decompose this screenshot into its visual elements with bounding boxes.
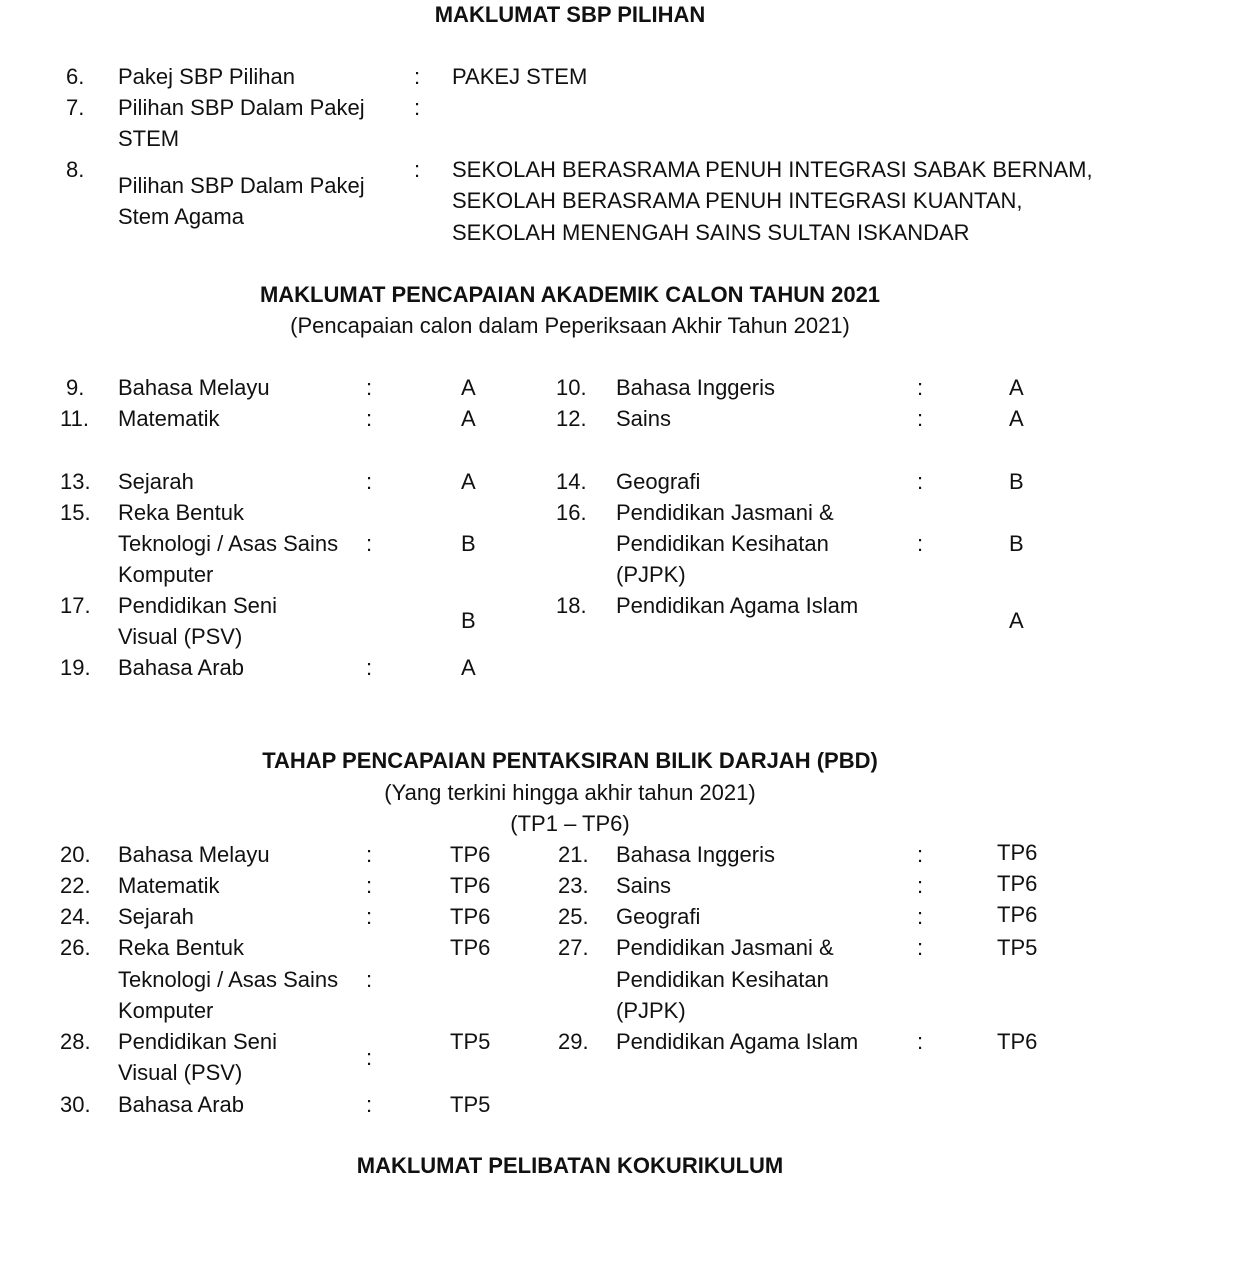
item-number: 8. [66, 157, 85, 182]
subject-label: (PJPK) [616, 998, 686, 1023]
subject-label: Sejarah [118, 469, 194, 494]
item-number: 11. [60, 406, 89, 431]
subject-grade: A [1009, 375, 1024, 400]
subject-label: Teknologi / Asas Sains [118, 967, 339, 992]
subject-label: Matematik [118, 406, 220, 431]
item-colon: : [366, 904, 373, 929]
item-number: 12. [556, 406, 587, 431]
item-number: 6. [66, 64, 85, 89]
subject-label: Pendidikan Jasmani & [616, 500, 834, 525]
subject-grade: A [1009, 406, 1024, 431]
item-colon: : [917, 531, 924, 556]
subject-label: Bahasa Arab [118, 1092, 244, 1117]
item-number: 14. [556, 469, 587, 494]
subject-grade: A [461, 655, 476, 680]
item-number: 27. [558, 935, 589, 960]
subject-grade: B [461, 608, 476, 633]
subject-grade: B [1009, 531, 1024, 556]
subject-label: Pendidikan Kesihatan [616, 967, 829, 992]
item-number: 10. [556, 375, 587, 400]
subject-label: Pendidikan Seni [118, 1029, 278, 1054]
subject-grade: A [461, 406, 476, 431]
item-colon: : [917, 469, 924, 494]
item-number: 16. [556, 500, 587, 525]
subject-grade: TP6 [997, 871, 1038, 896]
item-label: Pakej SBP Pilihan [118, 64, 295, 89]
subject-label: Pendidikan Jasmani & [616, 935, 834, 960]
item-colon: : [366, 1092, 373, 1117]
subject-grade: TP6 [450, 842, 491, 867]
subject-label: Pendidikan Kesihatan [616, 531, 829, 556]
item-number: 29. [558, 1029, 589, 1054]
item-colon: : [917, 873, 924, 898]
subject-grade: TP5 [997, 935, 1038, 960]
subject-label: Sains [616, 406, 672, 431]
item-colon: : [414, 157, 421, 182]
item-value: SEKOLAH BERASRAMA PENUH INTEGRASI KUANTAN, [452, 188, 1023, 213]
item-colon: : [366, 655, 373, 680]
subject-grade: TP5 [450, 1092, 491, 1117]
subject-label: Bahasa Melayu [118, 842, 270, 867]
subject-grade: A [1009, 608, 1024, 633]
subject-label: Visual (PSV) [118, 1060, 243, 1085]
subject-label: Sejarah [118, 904, 194, 929]
item-colon: : [917, 375, 924, 400]
item-colon: : [366, 531, 373, 556]
item-number: 9. [66, 375, 85, 400]
section-title-sbp-pilihan: MAKLUMAT SBP PILIHAN [434, 2, 706, 27]
subject-label: Bahasa Melayu [118, 375, 270, 400]
item-colon: : [917, 842, 924, 867]
section-title-pbd: TAHAP PENCAPAIAN PENTAKSIRAN BILIK DARJAH (PBD) [262, 748, 878, 773]
item-value: SEKOLAH BERASRAMA PENUH INTEGRASI SABAK BERNAM, [452, 157, 1093, 182]
subject-label: Teknologi / Asas Sains [118, 531, 339, 556]
item-value: SEKOLAH MENENGAH SAINS SULTAN ISKANDAR [452, 220, 970, 245]
subject-grade: TP6 [450, 904, 491, 929]
item-number: 23. [558, 873, 589, 898]
item-number: 24. [60, 904, 91, 929]
section-subtitle: (TP1 – TP6) [510, 811, 630, 836]
subject-grade: B [461, 531, 476, 556]
item-colon: : [366, 469, 373, 494]
item-colon: : [366, 873, 373, 898]
subject-label: Bahasa Inggeris [616, 842, 775, 867]
subject-grade: A [461, 469, 476, 494]
section-subtitle: (Pencapaian calon dalam Peperiksaan Akhir Tahun 2021) [290, 313, 850, 338]
subject-label: Geografi [616, 469, 701, 494]
item-number: 13. [60, 469, 91, 494]
item-number: 19. [60, 655, 91, 680]
subject-label: Geografi [616, 904, 701, 929]
item-colon: : [414, 95, 421, 120]
item-number: 30. [60, 1092, 91, 1117]
item-colon: : [917, 1029, 924, 1054]
subject-label: Pendidikan Agama Islam [616, 1029, 859, 1054]
section-title-pencapaian-akademik: MAKLUMAT PENCAPAIAN AKADEMIK CALON TAHUN 2021 [259, 282, 881, 307]
item-colon: : [917, 935, 924, 960]
subject-grade: TP5 [450, 1029, 491, 1054]
subject-grade: TP6 [997, 902, 1038, 927]
item-number: 7. [66, 95, 85, 120]
subject-grade: TP6 [450, 935, 491, 960]
subject-label: (PJPK) [616, 562, 686, 587]
item-value: PAKEJ STEM [452, 64, 588, 89]
item-colon: : [366, 1045, 373, 1070]
item-number: 22. [60, 873, 91, 898]
subject-grade: TP6 [450, 873, 491, 898]
subject-label: Bahasa Inggeris [616, 375, 775, 400]
subject-label: Komputer [118, 562, 214, 587]
item-label: Pilihan SBP Dalam Pakej [118, 173, 365, 198]
subject-label: Pendidikan Agama Islam [616, 593, 859, 618]
item-colon: : [917, 904, 924, 929]
item-number: 26. [60, 935, 91, 960]
item-number: 20. [60, 842, 91, 867]
subject-grade: B [1009, 469, 1024, 494]
subject-label: Visual (PSV) [118, 624, 243, 649]
item-number: 21. [558, 842, 589, 867]
item-number: 28. [60, 1029, 91, 1054]
item-colon: : [917, 406, 924, 431]
subject-label: Pendidikan Seni [118, 593, 278, 618]
item-number: 18. [556, 593, 587, 618]
subject-label: Komputer [118, 998, 214, 1023]
subject-label: Reka Bentuk [118, 935, 244, 960]
item-colon: : [414, 64, 421, 89]
subject-label: Bahasa Arab [118, 655, 244, 680]
item-colon: : [366, 406, 373, 431]
item-colon: : [366, 967, 373, 992]
item-colon: : [366, 375, 373, 400]
section-title-kokurikulum: MAKLUMAT PELIBATAN KOKURIKULUM [356, 1153, 784, 1178]
subject-label: Reka Bentuk [118, 500, 244, 525]
item-number: 17. [60, 593, 91, 618]
subject-label: Matematik [118, 873, 220, 898]
subject-grade: A [461, 375, 476, 400]
item-number: 25. [558, 904, 589, 929]
item-number: 15. [60, 500, 91, 525]
subject-grade: TP6 [997, 840, 1038, 865]
item-colon: : [366, 842, 373, 867]
item-label: STEM [118, 126, 180, 151]
subject-label: Sains [616, 873, 672, 898]
item-label: Stem Agama [118, 204, 244, 229]
section-subtitle: (Yang terkini hingga akhir tahun 2021) [384, 780, 756, 805]
subject-grade: TP6 [997, 1029, 1038, 1054]
item-label: Pilihan SBP Dalam Pakej [118, 95, 365, 120]
